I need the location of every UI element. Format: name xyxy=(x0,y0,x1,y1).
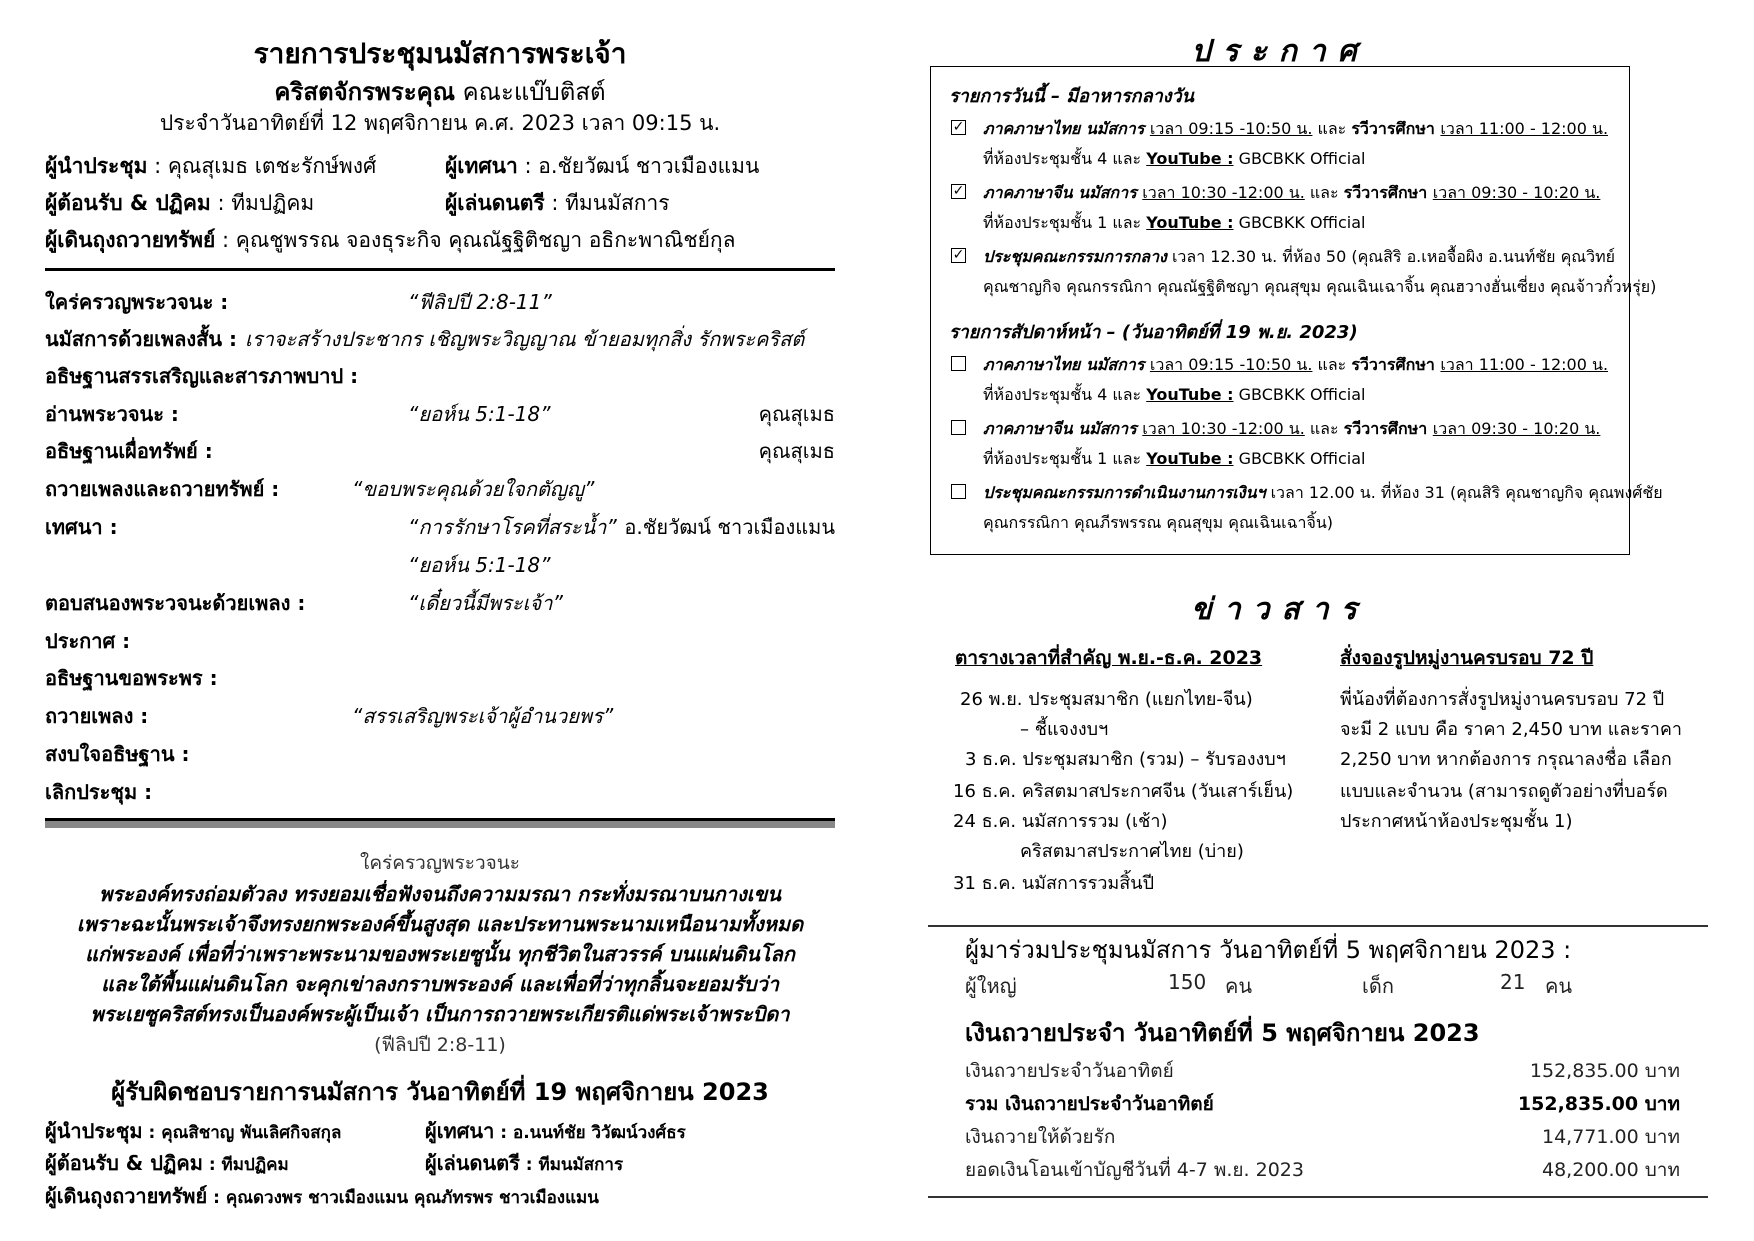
announcement-segment: และ xyxy=(1304,183,1344,202)
announcement-segment: ภาคภาษาไทย นมัสการ xyxy=(983,119,1150,138)
order-item-title: อธิษฐานสรรเสริญและสารภาพบาป : xyxy=(45,364,359,388)
adult-count: 150 xyxy=(1168,970,1207,994)
order-item-title: อธิษฐานเผื่อทรัพย์ : xyxy=(45,439,213,463)
group-photo-line: แบบและจำนวน (สามารถดูตัวอย่างที่บอร์ด xyxy=(1340,781,1668,802)
order-item-text: “ยอห์น 5:1-18” xyxy=(408,402,551,426)
preacher-label: ผู้เทศนา xyxy=(445,154,518,178)
child-count: 21 xyxy=(1500,970,1526,994)
verse-line: และใต้พื้นแผ่นดินโลก จะคุกเข่าลงกราบพระองค์ และเพื่อที่ว่าทุกลิ้นจะยอมรับว่า xyxy=(101,972,779,996)
announcement-segment: ประชุมคณะกรรมการดำเนินงานการเงินฯ xyxy=(983,483,1266,502)
next-leader-row xyxy=(45,1115,341,1147)
announcement-segment: เวลา 10:30 -12:00 น. xyxy=(1142,183,1305,202)
announcement-line xyxy=(983,383,1366,408)
order-item-text: “การรักษาโรคที่สระน้ำ” xyxy=(408,515,617,539)
welcome-label: ผู้ต้อนรับ & ปฏิคม xyxy=(45,191,211,215)
offering-amount: 152,835.00 บาท xyxy=(1517,1093,1680,1115)
announcement-segment: คุณชาญกิจ คุณกรรณิกา คุณณัฐฐิติชญา คุณสุขุม คุณเฉินเฉาจิ้น คุณฮวางฮั่นเซี่ยง คุณจ้าวกั๋วหรุ่ย) xyxy=(983,277,1657,296)
announcement-line xyxy=(983,147,1366,172)
order-item-title: อธิษฐานขอพระพร : xyxy=(45,666,218,690)
next-week-heading: รายการสัปดาห์หน้า – (วันอาทิตย์ที่ 19 พ.ย. 2023) xyxy=(949,322,1358,343)
announcement-line xyxy=(983,511,1333,536)
announcement-segment: คุณกรรณิกา คุณภีรพรรณ คุณสุขุม คุณเฉินเฉาจิ้น) xyxy=(983,513,1334,532)
announcement-segment: เวลา 09:15 -10:50 น. xyxy=(1149,119,1313,138)
announcement-segment: และ xyxy=(1304,419,1344,438)
next-music-row xyxy=(425,1147,623,1179)
church-name-bold: คริสตจักรพระคุณ xyxy=(274,78,455,106)
announcement-segment: YouTube : xyxy=(1146,385,1234,404)
stats-top-rule xyxy=(928,925,1708,927)
schedule-line: 3 ธ.ค. ประชุมสมาชิก (รวม) – รับรองงบฯ xyxy=(965,749,1286,770)
child-label: เด็ก xyxy=(1362,974,1394,998)
offering-label: รวม เงินถวายประจำวันอาทิตย์ xyxy=(965,1093,1214,1115)
child-unit: คน xyxy=(1545,974,1573,998)
announcement-segment: และ xyxy=(1312,355,1352,374)
order-item-person: คุณสุเมธ xyxy=(758,402,835,426)
announcement-segment: GBCBKK Official xyxy=(1233,149,1366,168)
group-photo-line: พี่น้องที่ต้องการสั่งรูปหมู่งานครบรอบ 72 ปี xyxy=(1340,689,1665,710)
announcements-box xyxy=(930,66,1663,555)
order-item-text: เราจะสร้างประชากร เชิญพระวิญญาณ ข้ายอมทุกสิ่ง รักพระคริสต์ xyxy=(245,327,805,351)
announcement-line xyxy=(983,117,1608,142)
announcement-segment: และ xyxy=(1312,119,1352,138)
offering-amount: 48,200.00 บาท xyxy=(1542,1159,1680,1181)
announcement-line xyxy=(983,275,1656,300)
group-photo-heading: สั่งจองรูปหมู่งานครบรอบ 72 ปี xyxy=(1340,647,1594,669)
next-offering-label: ผู้เดินถุงถวายทรัพย์ xyxy=(45,1184,208,1208)
section-divider-grey xyxy=(45,818,835,828)
announcement-segment: ภาคภาษาไทย นมัสการ xyxy=(983,355,1150,374)
schedule-line: 24 ธ.ค. นมัสการรวม (เช้า) xyxy=(953,811,1168,832)
news-heading: ข่าวสาร xyxy=(1191,592,1369,627)
offering-collectors-value: : คุณชูพรรณ จองธุระกิจ คุณณัฐฐิติชญา อธิกะพาณิชย์กุล xyxy=(222,228,736,252)
checked-checkbox-icon: ✓ xyxy=(952,119,965,135)
verse-line: พระเยซูคริสต์ทรงเป็นองค์พระผู้เป็นเจ้า เป็นการถวายพระเกียรติแด่พระเจ้าพระบิดา xyxy=(90,1002,790,1026)
schedule-line: 26 พ.ย. ประชุมสมาชิก (แยกไทย-จีน) xyxy=(960,689,1253,710)
next-leader-label: ผู้นำประชุม xyxy=(45,1119,143,1143)
announcement-segment: GBCBKK Official xyxy=(1233,213,1366,232)
order-item-title: ประกาศ : xyxy=(45,629,131,653)
verse-line: พระองค์ทรงถ่อมตัวลง ทรงยอมเชื่อฟังจนถึงความมรณา กระทั่งมรณาบนกางเขน xyxy=(99,882,781,906)
offering-collectors-label: ผู้เดินถุงถวายทรัพย์ xyxy=(45,228,216,252)
order-item-title: เทศนา : xyxy=(45,515,118,539)
announcement-line xyxy=(983,245,1615,270)
adult-unit: คน xyxy=(1225,974,1253,998)
announcement-segment: เวลา 09:15 -10:50 น. xyxy=(1149,355,1313,374)
announcement-segment: เวลา 11:00 - 12:00 น. xyxy=(1440,119,1609,138)
announcement-segment: GBCBKK Official xyxy=(1233,449,1366,468)
next-music-label: ผู้เล่นดนตรี xyxy=(425,1151,520,1175)
order-item-text: “ฟีลิปปี 2:8-11” xyxy=(408,290,552,314)
checked-checkbox-icon: ✓ xyxy=(952,247,965,263)
schedule-line: 31 ธ.ค. นมัสการรวมสิ้นปี xyxy=(953,873,1155,894)
unchecked-checkbox-icon xyxy=(951,356,966,371)
announcement-segment: เวลา 11:00 - 12:00 น. xyxy=(1440,355,1609,374)
group-photo-line: 2,250 บาท หากต้องการ กรุณาลงชื่อ เลือก xyxy=(1340,749,1672,770)
announcement-segment: YouTube : xyxy=(1146,213,1234,232)
music-label: ผู้เล่นดนตรี xyxy=(445,191,545,215)
order-item-title: สงบใจอธิษฐาน : xyxy=(45,742,190,766)
announcement-segment: YouTube : xyxy=(1146,149,1234,168)
announcement-line xyxy=(983,417,1600,442)
offering-title: เงินถวายประจำ วันอาทิตย์ที่ 5 พฤศจิกายน 2023 xyxy=(965,1019,1480,1047)
offering-amount: 152,835.00 บาท xyxy=(1529,1060,1680,1082)
announcement-segment: ภาคภาษาจีน นมัสการ xyxy=(983,419,1143,438)
welcome-row xyxy=(45,187,314,220)
announcement-segment: เวลา 12.30 น. ที่ห้อง 50 (คุณสิริ อ.เหอจื้อผิง อ.นนท์ชัย คุณวิทย์ xyxy=(1166,247,1616,266)
announcement-line xyxy=(983,447,1366,472)
next-music-value: : ทีมนมัสการ xyxy=(525,1155,624,1175)
announcement-segment: รวีวารศึกษา xyxy=(1343,183,1433,202)
order-item-person: คุณสุเมธ xyxy=(758,439,835,463)
order-item-title: ถวายเพลง : xyxy=(45,704,149,728)
service-date: ประจำวันอาทิตย์ที่ 12 พฤศจิกายน ค.ศ. 2023 เวลา 09:15 น. xyxy=(159,111,721,135)
announcement-segment: ประชุมคณะกรรมการกลาง xyxy=(983,247,1167,266)
leader-value: : คุณสุเมธ เตชะรักษ์พงศ์ xyxy=(154,154,377,178)
announcement-segment: รวีวารศึกษา xyxy=(1351,355,1441,374)
order-item-text: “ขอบพระคุณด้วยใจกตัญญู” xyxy=(352,477,595,501)
offering-label: เงินถวายให้ด้วยรัก xyxy=(965,1126,1116,1148)
verse-line: แก่พระองค์ เพื่อที่ว่าเพราะพระนามของพระเยซูนั้น ทุกชีวิตในสวรรค์ บนแผ่นดินโลก xyxy=(85,942,795,966)
offering-amount: 14,771.00 บาท xyxy=(1542,1126,1680,1148)
next-offering-value: : คุณดวงพร ชาวเมืองแมน คุณภัทรพร ชาวเมืองแมน xyxy=(213,1188,599,1208)
announcement-line xyxy=(983,211,1366,236)
announcements-heading: ประกาศ xyxy=(1191,34,1369,69)
section-divider xyxy=(45,268,835,271)
unchecked-checkbox-icon xyxy=(951,484,966,499)
preacher-row xyxy=(445,150,759,183)
schedule-line: – ชี้แจงงบฯ xyxy=(1020,719,1109,740)
today-heading: รายการวันนี้ – มีอาหารกลางวัน xyxy=(949,86,1194,107)
announcement-segment: เวลา 12.00 น. ที่ห้อง 31 (คุณสิริ คุณชาญกิจ คุณพงศ์ชัย xyxy=(1265,483,1663,502)
next-welcome-label: ผู้ต้อนรับ & ปฏิคม xyxy=(45,1151,203,1175)
leader-row xyxy=(45,150,376,183)
welcome-value: : ทีมปฏิคม xyxy=(217,191,315,215)
verse-line: เพราะฉะนั้นพระเจ้าจึงทรงยกพระองค์ขึ้นสูงสุด และประทานพระนามเหนือนามทั้งหมด xyxy=(76,912,804,936)
group-photo-line: จะมี 2 แบบ คือ ราคา 2,450 บาท และราคา xyxy=(1340,719,1682,740)
church-name xyxy=(0,72,880,111)
order-item-text: “ยอห์น 5:1-18” xyxy=(408,553,551,577)
announcement-segment: ภาคภาษาจีน นมัสการ xyxy=(983,183,1143,202)
order-item-title: เลิกประชุม : xyxy=(45,780,153,804)
bulletin-title: รายการประชุมนมัสการพระเจ้า xyxy=(253,37,627,70)
checked-checkbox-icon: ✓ xyxy=(952,183,965,199)
announcement-segment: รวีวารศึกษา xyxy=(1343,419,1433,438)
announcement-segment: ที่ห้องประชุมชั้น 1 และ xyxy=(983,449,1147,468)
order-item-text: “สรรเสริญพระเจ้าผู้อำนวยพร” xyxy=(352,704,614,728)
announcement-segment: รวีวารศึกษา xyxy=(1351,119,1441,138)
music-value: : ทีมนมัสการ xyxy=(551,191,670,215)
order-item-text: “เดี๋ยวนี้มีพระเจ้า” xyxy=(408,591,563,615)
announcement-segment: ที่ห้องประชุมชั้น 4 และ xyxy=(983,149,1147,168)
order-item-title: นมัสการด้วยเพลงสั้น : xyxy=(45,327,237,351)
order-item-title: ตอบสนองพระวจนะด้วยเพลง : xyxy=(45,591,306,615)
announcement-segment: GBCBKK Official xyxy=(1233,385,1366,404)
order-item-title: ถวายเพลงและถวายทรัพย์ : xyxy=(45,477,280,501)
next-leader-value: : คุณสิชาญ พันเลิศกิจสกุล xyxy=(148,1123,342,1143)
church-denomination: คณะแบ๊บติสต์ xyxy=(462,78,606,106)
group-photo-line: ประกาศหน้าห้องประชุมชั้น 1) xyxy=(1340,811,1573,832)
next-week-staff-title: ผู้รับผิดชอบรายการนมัสการ วันอาทิตย์ที่ 19 พฤศจิกายน 2023 xyxy=(111,1078,769,1106)
order-item-title: ใคร่ครวญพระวจนะ : xyxy=(45,290,229,314)
verse-heading: ใคร่ครวญพระวจนะ xyxy=(360,852,520,874)
announcement-line xyxy=(983,181,1600,206)
next-preacher-row xyxy=(425,1115,686,1147)
announcement-line xyxy=(983,353,1608,378)
verse-reference: (ฟีลิปปี 2:8-11) xyxy=(374,1034,506,1056)
next-preacher-value: : อ.นนท์ชัย วิวัฒน์วงศ์ธร xyxy=(500,1123,686,1143)
next-preacher-label: ผู้เทศนา xyxy=(425,1119,495,1143)
adult-label: ผู้ใหญ่ xyxy=(965,974,1017,998)
announcement-segment: YouTube : xyxy=(1146,449,1234,468)
order-item-person: อ.ชัยวัฒน์ ชาวเมืองแมน xyxy=(624,515,835,539)
next-offering-row xyxy=(45,1180,599,1212)
next-welcome-row xyxy=(45,1147,289,1179)
announcement-segment: ที่ห้องประชุมชั้น 4 และ xyxy=(983,385,1147,404)
music-row xyxy=(445,187,670,220)
attendance-title: ผู้มาร่วมประชุมนมัสการ วันอาทิตย์ที่ 5 พฤศจิกายน 2023 : xyxy=(965,936,1572,964)
offering-label: ยอดเงินโอนเข้าบัญชีวันที่ 4-7 พ.ย. 2023 xyxy=(965,1159,1304,1181)
schedule-line: คริสตมาสประกาศไทย (บ่าย) xyxy=(1020,841,1244,862)
announcement-segment: เวลา 10:30 -12:00 น. xyxy=(1142,419,1305,438)
offering-label: เงินถวายประจำวันอาทิตย์ xyxy=(965,1060,1174,1082)
leader-label: ผู้นำประชุม xyxy=(45,154,148,178)
order-item-title: อ่านพระวจนะ : xyxy=(45,402,179,426)
schedule-heading: ตารางเวลาที่สำคัญ พ.ย.-ธ.ค. 2023 xyxy=(955,647,1263,669)
announcement-segment: ที่ห้องประชุมชั้น 1 และ xyxy=(983,213,1147,232)
offering-collectors-row xyxy=(45,224,735,257)
announcement-line xyxy=(983,481,1663,506)
announcement-segment: เวลา 09:30 - 10:20 น. xyxy=(1432,419,1601,438)
unchecked-checkbox-icon xyxy=(951,420,966,435)
next-welcome-value: : ทีมปฏิคม xyxy=(208,1155,289,1175)
announcement-segment: เวลา 09:30 - 10:20 น. xyxy=(1432,183,1601,202)
stats-bottom-rule xyxy=(928,1196,1708,1198)
schedule-line: 16 ธ.ค. คริสตมาสประกาศจีน (วันเสาร์เย็น) xyxy=(953,781,1294,802)
preacher-value: : อ.ชัยวัฒน์ ชาวเมืองแมน xyxy=(524,154,760,178)
